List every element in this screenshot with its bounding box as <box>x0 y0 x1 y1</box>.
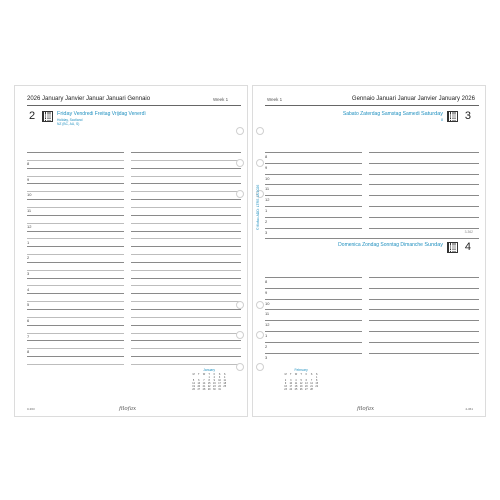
ruled-half-line <box>131 223 241 224</box>
calendar-day: 10 <box>218 379 221 382</box>
calendar-day: 19 <box>299 385 303 388</box>
hour-label: 11 <box>265 186 270 192</box>
ruled-line <box>369 228 479 229</box>
ruled-line <box>369 174 479 175</box>
ruled-line <box>369 299 479 300</box>
calendar-day: 26 <box>299 388 303 391</box>
calendar-day: 21 <box>202 385 206 388</box>
ruled-half-line <box>131 333 241 334</box>
calendar-day: 5 <box>192 379 195 382</box>
hour-label: 11 <box>27 208 32 214</box>
ruled-line <box>369 163 479 164</box>
ruled-line <box>131 152 241 153</box>
calendar-day: 16 <box>213 382 216 385</box>
ruled-half-line <box>131 176 241 177</box>
calendar-day: 18 <box>294 385 298 388</box>
ruled-line <box>265 174 362 175</box>
calendar-day: 12 <box>299 382 303 385</box>
ruled-line <box>369 320 479 321</box>
hour-label: 2 <box>265 343 268 349</box>
ruled-line <box>369 195 479 196</box>
ruled-half-line <box>27 223 124 224</box>
calendar-day: 19 <box>192 385 195 388</box>
qr-code-icon <box>42 111 53 122</box>
ruled-line <box>265 152 362 153</box>
ruled-line <box>265 184 362 185</box>
weekday-head: S <box>315 373 318 376</box>
weekday-head: W <box>294 373 298 376</box>
ruled-line <box>131 215 241 216</box>
calendar-day: 4 <box>295 379 297 382</box>
calendar-day: 27 <box>197 388 201 391</box>
ruled-half-line <box>27 176 124 177</box>
calendar-day: 11 <box>223 379 226 382</box>
calendar-day: 25 <box>223 385 227 388</box>
calendar-day: 24 <box>218 385 221 388</box>
ruled-line <box>265 353 362 354</box>
ruled-line <box>131 278 241 279</box>
sunday-name: Domenica Zondag Sonntag Dimanche Sunday <box>338 242 443 248</box>
ruled-line <box>131 293 241 294</box>
ruled-line <box>131 199 241 200</box>
ruled-half-line <box>131 285 241 286</box>
hour-label: 10 <box>265 300 270 306</box>
holiday-regions: NZ (BC, AU, S) <box>57 122 80 126</box>
saturday-day-count: 3-362 <box>464 230 473 234</box>
calendar-day: 3 <box>218 376 221 379</box>
ring-hole <box>236 331 244 339</box>
ruled-half-line <box>131 364 241 365</box>
ruled-line <box>369 184 479 185</box>
ruled-half-line <box>27 270 124 271</box>
ring-hole <box>236 127 244 135</box>
calendar-day: 17 <box>218 382 221 385</box>
hour-label: 3 <box>27 270 30 276</box>
ruled-line <box>265 277 362 278</box>
calendar-day: 13 <box>197 382 201 385</box>
ring-hole <box>256 331 264 339</box>
ruled-half-line <box>27 160 124 161</box>
calendar-day <box>222 388 227 391</box>
ruled-line <box>131 168 241 169</box>
ruled-line <box>131 231 241 232</box>
ruled-line <box>369 342 479 343</box>
calendar-day: 21 <box>310 385 313 388</box>
ruled-line <box>131 356 241 357</box>
calendar-day: 9 <box>213 379 216 382</box>
mini-calendar-title: January <box>203 368 216 372</box>
hour-label: 4 <box>27 286 30 292</box>
saturday-number: 3 <box>464 110 471 122</box>
ruled-half-line <box>131 207 241 208</box>
hour-label: 8 <box>27 161 30 166</box>
calendar-day: 28 <box>202 388 206 391</box>
ruled-line <box>265 217 362 218</box>
hour-label: 9 <box>265 164 268 170</box>
ruled-line <box>27 183 124 184</box>
ruled-half-line <box>27 238 124 239</box>
calendar-day: 13 <box>305 382 308 385</box>
calendar-day: 9 <box>284 382 287 385</box>
calendar-day: 24 <box>289 388 293 391</box>
hour-label: 1 <box>265 208 268 213</box>
mini-calendar-february <box>283 368 319 391</box>
ruled-half-line <box>27 254 124 255</box>
ruled-half-line <box>131 301 241 302</box>
ruled-line <box>131 183 241 184</box>
calendar-day: 31 <box>218 388 221 391</box>
ruled-line <box>27 199 124 200</box>
left-page <box>14 85 248 417</box>
ruled-line <box>265 163 362 164</box>
ruled-line <box>27 168 124 169</box>
header-rule <box>27 105 241 106</box>
calendar-day: 16 <box>284 385 287 388</box>
ruled-line <box>265 288 362 289</box>
ruled-line <box>27 309 124 310</box>
hour-label: 12 <box>265 197 270 203</box>
ring-hole <box>236 301 244 309</box>
weekday-head: F <box>213 373 216 376</box>
hour-label: 8 <box>265 279 268 284</box>
ruled-line <box>369 277 479 278</box>
left-header: 2026 January Janvier Januar Januari Gennaio <box>27 96 151 102</box>
ruled-half-line <box>131 191 241 192</box>
weekday-head: W <box>202 373 206 376</box>
calendar-day: 7 <box>310 379 313 382</box>
ruled-line <box>369 309 479 310</box>
calendar-day: 18 <box>223 382 227 385</box>
calendar-day: 25 <box>294 388 298 391</box>
calendar-day: 28 <box>310 388 313 391</box>
day-divider <box>265 238 479 239</box>
calendar-day: 7 <box>203 379 205 382</box>
calendar-day: 22 <box>207 385 211 388</box>
right-page <box>252 85 486 417</box>
weekday-head: F <box>305 373 308 376</box>
filofax-logo: filofax <box>357 406 375 412</box>
hour-label: 10 <box>27 192 32 198</box>
hour-label: 9 <box>27 176 30 182</box>
ruled-half-line <box>27 285 124 286</box>
ruled-half-line <box>131 317 241 318</box>
hour-label: 12 <box>27 223 32 229</box>
calendar-day: 10 <box>289 382 293 385</box>
vertical-imprint: © filofax ADD: LTRS 1A 2026 <box>256 184 260 230</box>
ruled-line <box>27 340 124 341</box>
ruled-half-line <box>27 333 124 334</box>
ruled-half-line <box>131 270 241 271</box>
calendar-day: 15 <box>207 382 211 385</box>
calendar-day: 30 <box>213 388 216 391</box>
right-header: Gennaio Januari Januar Janvier January 2026 <box>351 96 475 102</box>
day-count: 0-363 <box>27 407 35 411</box>
ring-hole <box>256 301 264 309</box>
ruled-line <box>27 356 124 357</box>
calendar-day <box>314 388 319 391</box>
ruled-line <box>265 195 362 196</box>
calendar-day: 23 <box>284 388 287 391</box>
ruled-line <box>27 278 124 279</box>
hour-label: 3 <box>265 229 268 235</box>
ruled-half-line <box>131 348 241 349</box>
ruled-half-line <box>27 348 124 349</box>
ring-hole <box>256 363 264 371</box>
hour-label: 7 <box>27 333 30 339</box>
ruled-line <box>369 206 479 207</box>
calendar-day: 5 <box>300 379 302 382</box>
holiday-line: Holiday, Scotland <box>57 118 83 122</box>
hour-label: 5 <box>27 302 30 308</box>
ruled-half-line <box>27 301 124 302</box>
calendar-day: 20 <box>305 385 308 388</box>
hour-label: 1 <box>27 239 30 245</box>
ruled-line <box>27 231 124 232</box>
calendar-day: 1 <box>316 376 318 379</box>
weekday-head: T <box>198 373 200 376</box>
calendar-day: 20 <box>197 385 201 388</box>
calendar-day: 6 <box>198 379 200 382</box>
planner-spread <box>14 85 486 417</box>
ruled-line <box>131 309 241 310</box>
ruled-line <box>265 342 362 343</box>
day-name: Friday Vendredi Freitag Vrijdag Venerdì <box>57 111 146 117</box>
mini-calendar-title: February <box>294 368 308 372</box>
ruled-line <box>27 215 124 216</box>
ring-hole <box>256 127 264 135</box>
ruled-line <box>369 217 479 218</box>
ruled-line <box>265 228 362 229</box>
ruled-line <box>369 353 479 354</box>
hour-label: 12 <box>265 322 270 328</box>
ring-hole <box>236 190 244 198</box>
ruled-line <box>265 320 362 321</box>
header-rule <box>265 105 479 106</box>
ruled-half-line <box>131 160 241 161</box>
calendar-day: 12 <box>192 382 195 385</box>
calendar-day: 4 <box>224 376 226 379</box>
ruled-line <box>265 331 362 332</box>
calendar-day: 17 <box>289 385 293 388</box>
calendar-day: 22 <box>315 385 319 388</box>
weekday-head: T <box>208 373 210 376</box>
hour-label: 2 <box>265 218 268 224</box>
weekday-head: T <box>290 373 292 376</box>
hour-label: 3 <box>265 354 268 360</box>
sunday-number: 4 <box>464 241 471 253</box>
calendar-day: 11 <box>294 382 298 385</box>
filofax-logo: filofax <box>119 406 137 412</box>
ring-hole <box>236 363 244 371</box>
left-week: Week 1 <box>213 97 229 102</box>
ruled-line <box>265 206 362 207</box>
ruled-line <box>131 246 241 247</box>
ruled-line <box>265 299 362 300</box>
ruled-line <box>131 262 241 263</box>
hour-label: 1 <box>265 333 268 338</box>
weekday-head: M <box>284 373 287 376</box>
weekday-head: S <box>223 373 226 376</box>
weekday-head: T <box>300 373 302 376</box>
calendar-day: 23 <box>213 385 216 388</box>
calendar-day: 2 <box>213 376 216 379</box>
day-number: 2 <box>29 110 36 122</box>
ruled-line <box>265 309 362 310</box>
qr-code-icon <box>447 242 458 253</box>
ruled-line <box>131 325 241 326</box>
hour-label: 8 <box>265 154 268 159</box>
hour-label: 2 <box>27 255 30 261</box>
hour-label: 6 <box>27 318 30 323</box>
calendar-day: 15 <box>315 382 319 385</box>
calendar-day: 2 <box>284 379 287 382</box>
weekday-head: S <box>218 373 221 376</box>
ruled-line <box>27 246 124 247</box>
calendar-day: 14 <box>202 382 206 385</box>
ring-hole <box>256 159 264 167</box>
day-count: 4-361 <box>465 407 473 411</box>
calendar-day: 8 <box>316 379 318 382</box>
hour-label: 8 <box>27 349 30 355</box>
hour-label: 11 <box>265 311 270 317</box>
ruled-half-line <box>27 364 124 365</box>
hour-label: 10 <box>265 175 270 181</box>
ruled-line <box>369 288 479 289</box>
ruled-line <box>131 340 241 341</box>
weekday-head: M <box>192 373 195 376</box>
ruled-line <box>369 152 479 153</box>
saturday-name: Sabato Zaterdag Samstag Samedi Saturday <box>342 111 443 117</box>
ring-hole <box>236 159 244 167</box>
calendar-day: 1 <box>208 376 210 379</box>
ruled-line <box>27 152 124 153</box>
ruled-half-line <box>131 238 241 239</box>
calendar-day: 6 <box>305 379 308 382</box>
ruled-line <box>27 325 124 326</box>
calendar-day: 26 <box>192 388 195 391</box>
calendar-day: 14 <box>310 382 313 385</box>
right-week: Week 1 <box>267 97 283 102</box>
calendar-day: 27 <box>305 388 308 391</box>
qr-code-icon <box>447 111 458 122</box>
hour-label: 9 <box>265 289 268 295</box>
calendar-day: 8 <box>208 379 210 382</box>
ruled-half-line <box>27 191 124 192</box>
ruled-line <box>27 293 124 294</box>
ruled-line <box>369 331 479 332</box>
ruled-line <box>27 262 124 263</box>
mini-calendar-january <box>191 368 227 391</box>
calendar-day: 3 <box>290 379 292 382</box>
ruled-half-line <box>27 207 124 208</box>
ruled-half-line <box>27 317 124 318</box>
ruled-half-line <box>131 254 241 255</box>
weekday-head: S <box>310 373 313 376</box>
calendar-day: 29 <box>207 388 211 391</box>
saturday-sub: 8 <box>441 118 443 122</box>
